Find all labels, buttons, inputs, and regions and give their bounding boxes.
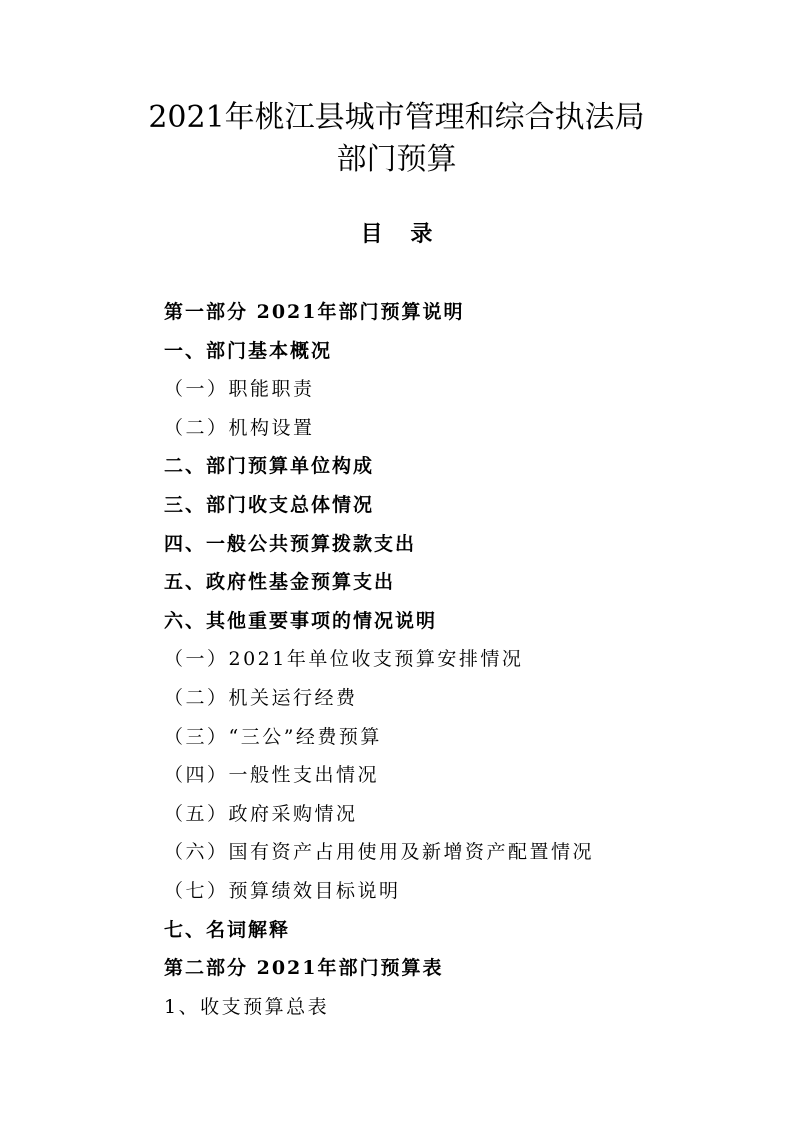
toc-item-section-6-6[interactable]: （六）国有资产占用使用及新增资产配置情况 [164, 841, 595, 864]
toc-item-section-6-5[interactable]: （五）政府采购情况 [164, 802, 358, 825]
toc-item-section-6-4[interactable]: （四）一般性支出情况 [164, 764, 380, 787]
document-title-line-1: 2021年桃江县城市管理和综合执法局 [148, 100, 645, 135]
toc-item-section-5[interactable]: 五、政府性基金预算支出 [164, 571, 396, 594]
toc-item-section-1[interactable]: 一、部门基本概况 [164, 339, 333, 362]
toc-item-section-6-7[interactable]: （七）预算绩效目标说明 [164, 880, 401, 902]
toc-item-section-6[interactable]: 六、其他重要事项的情况说明 [164, 609, 438, 632]
toc-item-table-1[interactable]: 1、收支预算总表 [164, 995, 330, 1018]
toc-item-part-2[interactable]: 第二部分 2021年部门预算表 [164, 957, 444, 980]
toc-item-section-6-3[interactable]: （三）“三公”经费预算 [164, 725, 382, 748]
document-title-line-2: 部门预算 [336, 142, 457, 177]
toc-heading: 目 录 [360, 221, 443, 247]
toc-item-section-2[interactable]: 二、部门预算单位构成 [164, 455, 375, 478]
toc-item-section-6-2[interactable]: （二）机关运行经费 [164, 687, 358, 709]
toc-item-section-4[interactable]: 四、一般公共预算拨款支出 [164, 532, 417, 555]
toc-item-section-7[interactable]: 七、名词解释 [164, 918, 291, 941]
toc-item-section-3[interactable]: 三、部门收支总体情况 [164, 494, 375, 516]
toc-item-section-1-1[interactable]: （一）职能职责 [164, 378, 315, 401]
toc-item-part-1[interactable]: 第一部分 2021年部门预算说明 [164, 301, 465, 323]
toc-item-section-6-1[interactable]: （一）2021年单位收支预算安排情况 [164, 648, 524, 671]
toc-item-section-1-2[interactable]: （二）机构设置 [164, 416, 315, 439]
